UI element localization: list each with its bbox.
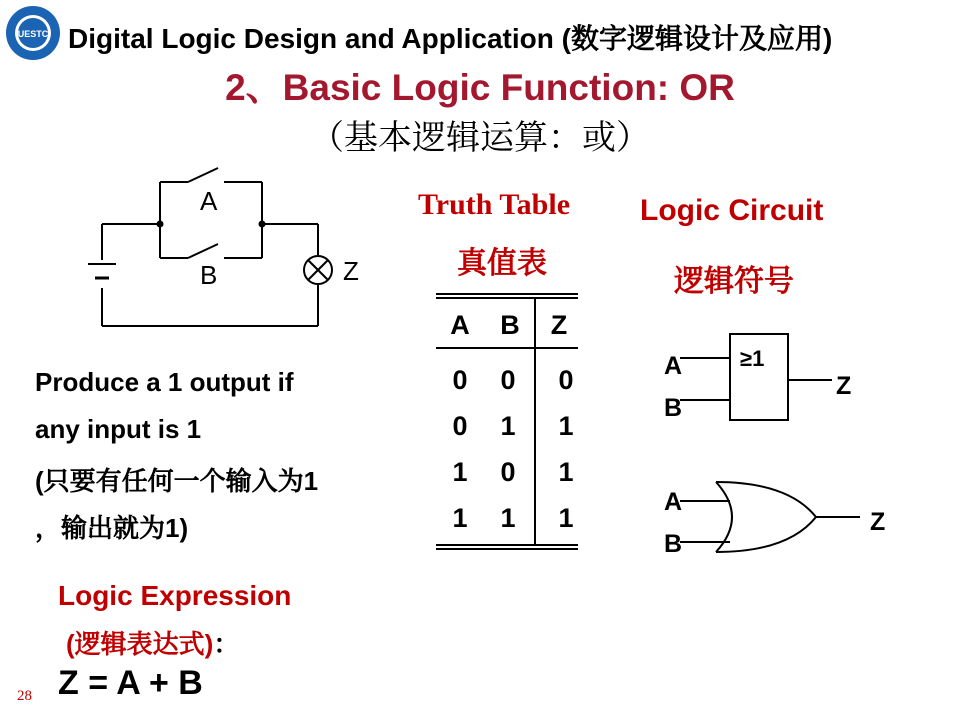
rect-gate-output: Z — [836, 372, 852, 400]
truth-table-header-z: Z — [550, 310, 568, 340]
truth-table-header-b: B — [500, 310, 520, 340]
or-gate-output: Z — [870, 508, 886, 536]
logic-expression-title: Logic Expression — [58, 580, 292, 611]
description-line-3: (只要有任何一个输入为1 — [35, 466, 319, 496]
switch-a-label: A — [200, 186, 218, 216]
logic-expression-formula: Z = A + B — [58, 664, 203, 702]
truth-table-cell-r2-b: 0 — [500, 457, 516, 487]
truth-table-cell-r1-z: 1 — [558, 411, 574, 441]
logic-circuit-title: Logic Circuit — [640, 194, 824, 227]
or-gate-input-a: A — [664, 488, 683, 516]
battery-icon — [88, 264, 116, 278]
slide-title: 2、Basic Logic Function: OR — [225, 67, 735, 108]
lamp-label: Z — [343, 256, 359, 286]
page-number: 28 — [17, 688, 32, 704]
truth-table-cell-r2-z: 1 — [558, 457, 574, 487]
lamp-icon — [304, 256, 332, 284]
truth-table-cell-r0-b: 0 — [500, 365, 516, 395]
truth-table-cell-r0-a: 0 — [452, 365, 468, 395]
or-gate-input-b: B — [664, 530, 683, 558]
rectangular-or-gate — [660, 328, 900, 428]
rect-gate-symbol: ≥1 — [740, 346, 765, 371]
logic-expression-subtitle-row — [66, 624, 239, 661]
truth-table-cell-r3-a: 1 — [452, 503, 468, 533]
truth-table-title: Truth Table — [418, 188, 571, 221]
truth-table — [428, 288, 588, 558]
logic-circuit-subtitle: 逻辑符号 — [674, 265, 794, 298]
description-line-1: Produce a 1 output if — [35, 367, 294, 397]
course-title: Digital Logic Design and Application (数字逻辑设计及应用) — [68, 23, 833, 54]
switch-circuit-diagram — [88, 160, 378, 340]
logic-expression-colon: ： — [213, 629, 240, 659]
truth-table-cell-r3-z: 1 — [558, 503, 574, 533]
university-logo-icon — [4, 4, 62, 62]
truth-table-cell-r0-z: 0 — [558, 365, 574, 395]
rect-gate-input-a: A — [664, 352, 683, 380]
truth-table-cell-r1-a: 0 — [452, 411, 468, 441]
description-line-2: any input is 1 — [35, 414, 202, 444]
truth-table-cell-r1-b: 1 — [500, 411, 516, 441]
truth-table-subtitle: 真值表 — [457, 247, 547, 280]
switch-b-label: B — [200, 260, 218, 290]
or-gate-symbol — [660, 472, 900, 572]
rect-gate-input-b: B — [664, 394, 683, 422]
logic-expression-subtitle: (逻辑表达式) — [66, 629, 214, 659]
truth-table-cell-r3-b: 1 — [500, 503, 516, 533]
truth-table-cell-r2-a: 1 — [452, 457, 468, 487]
truth-table-header-a: A — [450, 310, 470, 340]
logo-text: UESTC — [17, 29, 49, 39]
description-line-4: ，输出就为1) — [35, 513, 189, 543]
slide-subtitle: （基本逻辑运算：或） — [310, 118, 650, 158]
